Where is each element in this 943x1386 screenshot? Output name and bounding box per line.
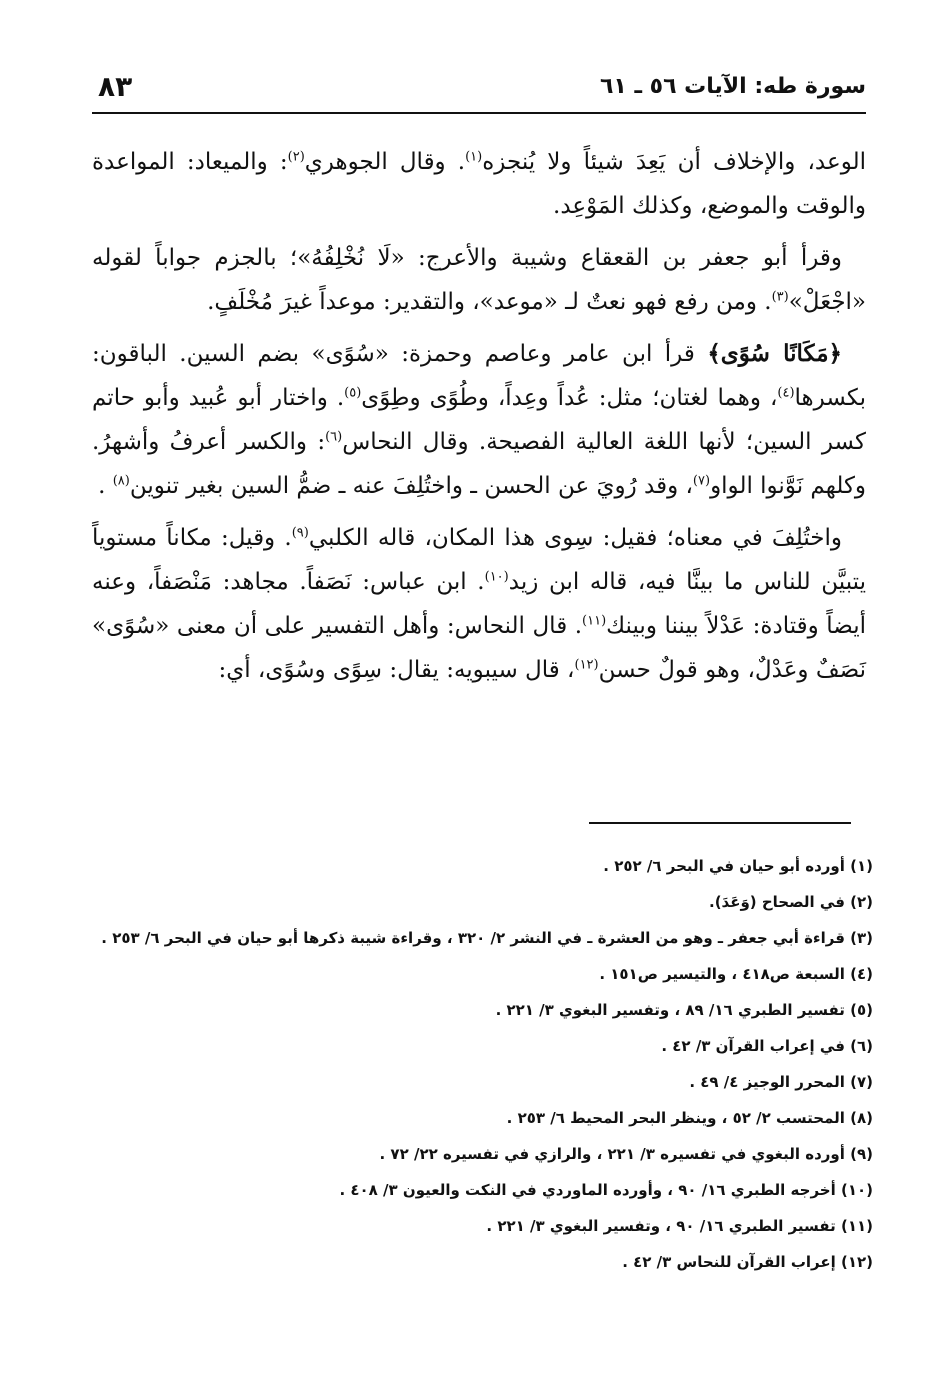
text-run: ، وقد رُويَ عن الحسن ـ واختُلِفَ عنه ـ ضمُّ السين بغير تنوين bbox=[129, 473, 693, 499]
text-run: . واختار أبو عُبيد وأبو حاتم كسر السين؛ لأنها اللغة العالية الفصيحة. وقال النحاس bbox=[92, 385, 866, 455]
footnote: (٦) في إعراب القرآن ٣/ ٤٢ . bbox=[661, 1037, 873, 1055]
text-run: . ابن عباس: نَصَفاً. مجاهد: مَنْصَفاً، وعنه أيضاً وقتادة: عَدْلاً بيننا وبينك bbox=[92, 569, 867, 639]
footnote-reference: (١٠) bbox=[484, 569, 509, 585]
footnotes-list bbox=[73, 848, 873, 1280]
text-run: : والكسر أعرفُ وأشهرُ. وكلهم نَوَّنوا الواو bbox=[92, 429, 866, 499]
footnote-reference: (١) bbox=[465, 149, 483, 165]
text-run: . ومن رفع فهو نعتٌ لـ «موعد»، والتقدير: موعداً غيرَ مُخْلَفٍ. bbox=[207, 289, 772, 315]
footnote-separator bbox=[589, 822, 851, 824]
text-run: الوعد، والإخلاف أن يَعِدَ شيئاً ولا يُنجزه bbox=[482, 149, 866, 175]
footnote-reference: (١٢) bbox=[574, 657, 599, 673]
footnote: (١٢) إعراب القرآن للنحاس ٣/ ٤٢ . bbox=[622, 1253, 873, 1271]
footnote-reference: (١١) bbox=[582, 613, 607, 629]
text-run: ، وهما لغتان؛ مثل: عُداً وعِداً، وطُوًى وطِوًى bbox=[361, 385, 778, 411]
text-run: ، قال سيبويه: يقال: سِوًى وسُوًى، أي: bbox=[218, 657, 575, 683]
quran-verse: ﴿مَكَانًا سُوًى﴾ bbox=[707, 340, 842, 367]
paragraph bbox=[92, 516, 866, 692]
text-run: . bbox=[98, 473, 113, 499]
footnote-reference: (٤) bbox=[777, 385, 795, 401]
text-run: واختُلِفَ في معناه؛ فقيل: سِوى هذا المكان، قاله الكلبي bbox=[308, 525, 843, 551]
running-header bbox=[92, 68, 866, 114]
main-text bbox=[92, 140, 866, 692]
footnote: (١) أورده أبو حيان في البحر ٦/ ٢٥٢ . bbox=[603, 857, 873, 875]
page-number: ٨٣ bbox=[98, 70, 133, 103]
footnote-reference: (٢) bbox=[287, 149, 305, 165]
footnote: (٥) تفسير الطبري ١٦/ ٨٩ ، وتفسير البغوي ٣/ ٢٢١ . bbox=[495, 1001, 873, 1019]
footnote: (٩) أورده البغوي في تفسيره ٣/ ٢٢١ ، والرازي في تفسيره ٢٢/ ٧٢ . bbox=[379, 1145, 873, 1163]
footnote: (٤) السبعة ص٤١٨ ، والتيسير ص١٥١ . bbox=[599, 965, 873, 983]
paragraph bbox=[92, 140, 866, 228]
text-run: . وقال الجوهري bbox=[304, 149, 466, 175]
footnote-reference: (٨) bbox=[112, 473, 130, 489]
footnote: (٧) المحرر الوجيز ٤/ ٤٩ . bbox=[689, 1073, 873, 1091]
running-title: سورة طه: الآيات ٥٦ ـ ٦١ bbox=[599, 74, 866, 99]
footnote-reference: (٩) bbox=[291, 525, 309, 541]
footnote: (١١) تفسير الطبري ١٦/ ٩٠ ، وتفسير البغوي ٣/ ٢٢١ . bbox=[486, 1217, 873, 1235]
footnote: (٣) قراءة أبي جعفر ـ وهو من العشرة ـ في النشر ٢/ ٣٢٠ ، وقراءة شيبة ذكرها أبو حيان في البحر ٦/ ٢٥٣ . bbox=[101, 929, 873, 947]
footnote: (٢) في الصحاح (وَعَدَ). bbox=[709, 893, 873, 911]
footnote-reference: (٣) bbox=[771, 289, 789, 305]
footnote-reference: (٧) bbox=[692, 473, 711, 489]
text-run: . وقيل: مكاناً مستوياً يتبيَّن للناس ما بينَّا فيه، قاله ابن زيد bbox=[92, 525, 866, 595]
paragraph bbox=[92, 332, 866, 508]
footnote: (١٠) أخرجه الطبري ١٦/ ٩٠ ، وأورده الماوردي في النكت والعيون ٣/ ٤٠٨ . bbox=[339, 1181, 873, 1199]
footnote: (٨) المحتسب ٢/ ٥٢ ، وينظر البحر المحيط ٦/ ٢٥٣ . bbox=[506, 1109, 873, 1127]
paragraph bbox=[92, 236, 866, 324]
footnote-reference: (٥) bbox=[344, 385, 362, 401]
text-run: : والميعاد: المواعدة والوقت والموضع، وكذلك المَوْعِد. bbox=[92, 149, 866, 219]
footnote-reference: (٦) bbox=[325, 429, 343, 445]
text-run: قرأ ابن عامر وعاصم وحمزة: «سُوًى» بضم السين. الباقون: بكسرها bbox=[92, 341, 866, 411]
text-run: . قال النحاس: وأهل التفسير على أن معنى «سُوًى» نَصَفٌ وعَدْلٌ، وهو قولٌ حسن bbox=[92, 613, 866, 683]
text-run: وقرأ أبو جعفر بن القعقاع وشيبة والأعرج: «لَا نُخْلِفُهُ»؛ بالجزم جواباً لقوله «اجْعَلْ» bbox=[92, 245, 866, 315]
